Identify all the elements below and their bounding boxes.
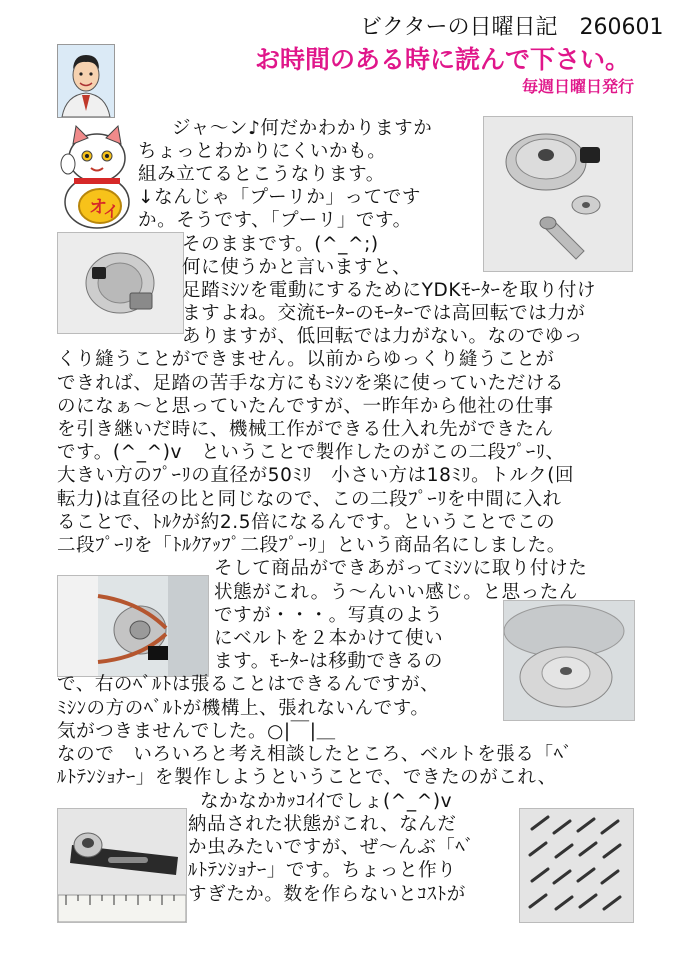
body-line: できれば、足踏の苦手な方にもﾐｼﾝを楽に使っていただける bbox=[57, 373, 565, 394]
body-line: 足踏ﾐｼﾝを電動にするためにYDKﾓｰﾀｰを取り付け bbox=[182, 280, 597, 301]
body-line: で、右のﾍﾞﾙﾄは張ることはできるんですが、 bbox=[57, 674, 440, 695]
body-line: ます。ﾓｰﾀｰは移動できるの bbox=[214, 651, 443, 672]
body-line: すぎたか。数を作らないとｺｽﾄが bbox=[188, 884, 466, 905]
read-request-subtitle: お時間のある時に読んで下さい。 bbox=[255, 45, 631, 74]
maneki-neko-icon bbox=[56, 118, 138, 230]
svg-text:イ: イ bbox=[103, 202, 120, 221]
weekly-issue-note: 毎週日曜日発行 bbox=[521, 77, 634, 96]
body-line: ありますが、低回転では力がない。なのでゆっ bbox=[182, 326, 583, 347]
body-line: 気がつきませんでした。○|￣|＿ bbox=[57, 721, 336, 742]
sewing-machine-photo bbox=[57, 575, 209, 677]
body-line: 組み立てるとこうなります。 bbox=[138, 164, 385, 185]
body-line: ﾙﾄﾃﾝｼｮﾅｰ」です。ちょっと作り bbox=[188, 860, 457, 881]
body-line: か虫みたいですが、ぜ～んぶ「ﾍﾞ bbox=[188, 837, 475, 858]
body-line: 状態がこれ。う～んいい感じ。と思ったん bbox=[214, 582, 579, 603]
body-line: ↓なんじゃ「プーリか」ってです bbox=[138, 187, 421, 208]
body-line: 大きい方のﾌﾟｰﾘの直径が50ﾐﾘ 小さい方は18ﾐﾘ。トルク(回 bbox=[57, 465, 575, 486]
body-line: 転力)は直径の比と同じなので、この二段ﾌﾟｰﾘを中間に入れ bbox=[57, 489, 562, 510]
svg-text:オ: オ bbox=[89, 197, 107, 218]
body-line: そのままです。(^_^;) bbox=[182, 234, 379, 255]
body-line: ですが・・・。写真のよう bbox=[214, 605, 444, 626]
body-line: ﾐｼﾝの方のﾍﾞﾙﾄが機構上、張れないんです。 bbox=[57, 698, 430, 719]
body-line: ることで、ﾄﾙｸが約2.5倍になるんです。ということでこの bbox=[57, 512, 556, 533]
body-line: そして商品ができあがってﾐｼﾝに取り付けた bbox=[214, 558, 588, 579]
author-portrait-icon bbox=[57, 44, 115, 118]
pulley-parts-photo bbox=[483, 116, 633, 272]
body-line: です。(^_^)v ということで製作したのがこの二段ﾌﾟｰﾘ、 bbox=[57, 442, 565, 463]
body-line: くり縫うことができません。以前からゆっくり縫うことが bbox=[57, 349, 555, 370]
body-line: なかなかｶｯｺｲｲでしょ(^_^)v bbox=[200, 791, 453, 812]
assembled-pulley-photo bbox=[57, 232, 184, 334]
body-line: ちょっとわかりにくいかも。 bbox=[138, 141, 387, 162]
body-line: を引き継いだ時に、機械工作ができる仕入れ先ができたん bbox=[57, 419, 554, 440]
pulley-closeup-photo bbox=[503, 600, 635, 721]
body-line: 納品された状態がこれ、なんだ bbox=[188, 814, 457, 835]
body-line: か。そうです、「プーリ」です。 bbox=[138, 210, 412, 231]
belt-tensioner-photo bbox=[57, 808, 187, 923]
body-line: 何に使うかと言いますと、 bbox=[182, 257, 412, 278]
body-line: なので いろいろと考え相談したところ、ベルトを張る「ﾍﾞ bbox=[57, 744, 573, 765]
body-line: ﾙﾄﾃﾝｼｮﾅｰ」を製作しようということで、できたのがこれ、 bbox=[57, 767, 557, 788]
body-line: ジャ～ン♪何だかわかりますか bbox=[172, 118, 433, 139]
body-line: にベルトを２本かけて使い bbox=[214, 628, 444, 649]
diary-title: ビクターの日曜日記 260601 bbox=[360, 15, 664, 40]
body-line: ますよね。交流ﾓｰﾀｰのﾓｰﾀｰでは高回転では力が bbox=[182, 303, 586, 324]
body-line: 二段ﾌﾟｰﾘを「ﾄﾙｸｱｯﾌﾟ二段ﾌﾟｰﾘ」という商品名にしました。 bbox=[57, 535, 566, 556]
body-line: のになぁ～と思っていたんですが、一昨年から他社の仕事 bbox=[57, 396, 554, 417]
tensioner-batch-photo bbox=[519, 808, 634, 923]
